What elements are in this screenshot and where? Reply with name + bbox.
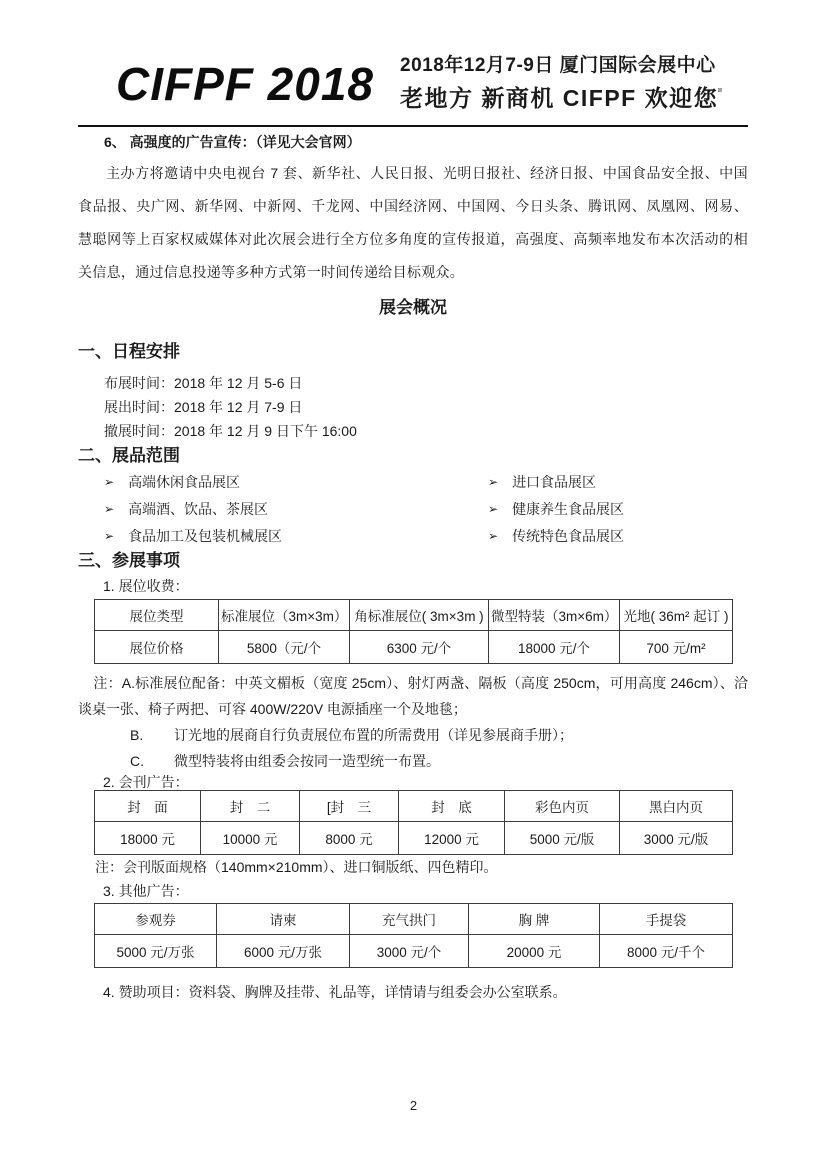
journal-ad-label: 2. 会刊广告：: [103, 774, 189, 790]
table-header-row: [95, 904, 733, 935]
table-cell: 3000 元/版: [620, 822, 733, 855]
cifpf-logo: CIFPF 2018: [116, 58, 374, 110]
schedule-list: [104, 371, 748, 443]
scope-item: [104, 499, 488, 519]
table-header-row: [95, 600, 733, 631]
table-cell: 8000 元/千个: [600, 935, 733, 968]
table-cell: 10000 元: [201, 822, 300, 855]
table-cell: 20000 元: [469, 935, 600, 968]
note-label: C.: [130, 753, 144, 769]
scope-item-label: 健康养生食品展区: [512, 500, 625, 517]
table-cell: 6300 元/个: [350, 631, 489, 664]
booth-note-b: [130, 722, 748, 748]
table-cell: 6000 元/万张: [217, 935, 350, 968]
booth-fee-label: 1. 展位收费：: [103, 578, 189, 594]
arrow-bullet-icon: ➢: [104, 501, 115, 516]
overview-title: 展会概况: [379, 298, 447, 317]
table-header-cell: 微型特装（3m×6m）: [489, 600, 620, 631]
qr-code-icon: [718, 60, 722, 120]
table-cell: 12000 元: [399, 822, 505, 855]
arrow-bullet-icon: ➢: [488, 528, 499, 543]
header-date-venue: 2018年12月7-9日 厦门国际会展中心: [400, 55, 716, 76]
arrow-bullet-icon: ➢: [488, 501, 499, 516]
table-header-cell: 充气拱门: [350, 904, 469, 935]
table-header-cell: 封 底: [399, 791, 505, 822]
table-header-cell: [封 三: [300, 791, 399, 822]
scope-item-label: 高端休闲食品展区: [128, 473, 241, 490]
table-cell: 展位价格: [95, 631, 219, 664]
table-cell: 5000 元/版: [505, 822, 620, 855]
table-cell: 18000 元/个: [489, 631, 620, 664]
section-heading-schedule: 一、日程安排: [78, 342, 180, 361]
table-header-cell: 封 二: [201, 791, 300, 822]
scope-item: [104, 472, 488, 492]
table-header-cell: 黑白内页: [620, 791, 733, 822]
table-header-cell: 手提袋: [600, 904, 733, 935]
arrow-bullet-icon: ➢: [104, 528, 115, 543]
table-cell: 8000 元: [300, 822, 399, 855]
table-row: [95, 822, 733, 855]
arrow-bullet-icon: ➢: [488, 474, 499, 489]
scope-item: [488, 472, 748, 492]
scope-item: [488, 526, 748, 546]
table-header-cell: 彩色内页: [505, 791, 620, 822]
note-text: 微型特装将由组委会按同一造型统一布置。: [174, 753, 440, 769]
table-header-cell: 标准展位（3m×3m）: [219, 600, 350, 631]
header-slogan: 老地方 新商机 CIFPF 欢迎您: [400, 85, 719, 111]
page-header: [78, 0, 748, 127]
table-header-cell: 展位类型: [95, 600, 219, 631]
table-cell: 700 元/m²: [620, 631, 733, 664]
schedule-item: 布展时间：2018 年 12 月 5-6 日: [104, 375, 303, 391]
arrow-bullet-icon: ➢: [104, 474, 115, 489]
scope-item-label: 进口食品展区: [512, 473, 597, 490]
note-label: B.: [130, 727, 144, 743]
table-header-cell: 角标准展位( 3m×3m ): [350, 600, 489, 631]
note-text: 订光地的展商自行负责展位布置的所需费用（详见参展商手册）；: [174, 727, 573, 743]
journal-ad-table: [94, 790, 733, 855]
scope-item-label: 传统特色食品展区: [512, 527, 625, 544]
booth-fee-table: [94, 599, 733, 664]
page-number: 2: [409, 1098, 418, 1113]
table-row: [95, 935, 733, 968]
header-text-block: [400, 50, 718, 113]
table-header-cell: 胸 牌: [469, 904, 600, 935]
other-ad-label: 3. 其他广告：: [103, 883, 189, 899]
table-header-cell: 请柬: [217, 904, 350, 935]
booth-note-c: [130, 748, 748, 774]
promo-heading: 6、 高强度的广告宣传：（详见大会官网）: [104, 134, 361, 150]
table-row: [95, 631, 733, 664]
scope-row: [78, 468, 748, 495]
table-cell: 18000 元: [95, 822, 201, 855]
table-cell: 3000 元/个: [350, 935, 469, 968]
scope-row: [78, 522, 748, 549]
schedule-item: 展出时间：2018 年 12 月 7-9 日: [104, 399, 303, 415]
scope-row: [78, 495, 748, 522]
other-ad-table: [94, 903, 733, 968]
table-cell: 5800（元/个: [219, 631, 350, 664]
table-cell: 5000 元/万张: [95, 935, 217, 968]
scope-list: [78, 468, 748, 549]
booth-note-a: 注：A.标准展位配备：中英文楣板（宽度 25cm）、射灯两盏、隔板（高度 250cm，可用高度 246cm）、洽谈桌一张、椅子两把、可容 400W/220V 电源插座一个及地毯；: [78, 675, 748, 717]
scope-item: [104, 526, 488, 546]
schedule-item: 撤展时间：2018 年 12 月 9 日下午 16:00: [104, 423, 357, 439]
section-heading-scope: 二、展品范围: [78, 446, 180, 465]
table-header-row: [95, 791, 733, 822]
scope-item-label: 食品加工及包装机械展区: [128, 527, 283, 544]
table-header-cell: 参观券: [95, 904, 217, 935]
table-header-cell: 光地( 36m² 起订 ): [620, 600, 733, 631]
section-heading-participation: 三、参展事项: [78, 551, 180, 570]
promo-paragraph: 主办方将邀请中央电视台 7 套、新华社、人民日报、光明日报社、经济日报、中国食品安全报、中国食品报、央广网、新华网、中新网、千龙网、中国经济网、中国网、今日头条、腾讯网、凤凰网、网易、慧聪网等上百家权威媒体对此次展会进行全方位多角度的宣传报道，高强度、高频率地发布本次活动的相关信息，通过信息投递等多种方式第一时间传递给目标观众。: [78, 165, 748, 280]
sponsor-item: 4. 赞助项目：资料袋、胸牌及挂带、礼品等，详情请与组委会办公室联系。: [103, 984, 567, 1000]
journal-note: 注：会刊版面规格（140mm×210mm）、进口铜版纸、四色精印。: [95, 859, 498, 875]
table-header-cell: 封 面: [95, 791, 201, 822]
scope-item-label: 高端酒、饮品、茶展区: [128, 500, 269, 517]
scope-item: [488, 499, 748, 519]
